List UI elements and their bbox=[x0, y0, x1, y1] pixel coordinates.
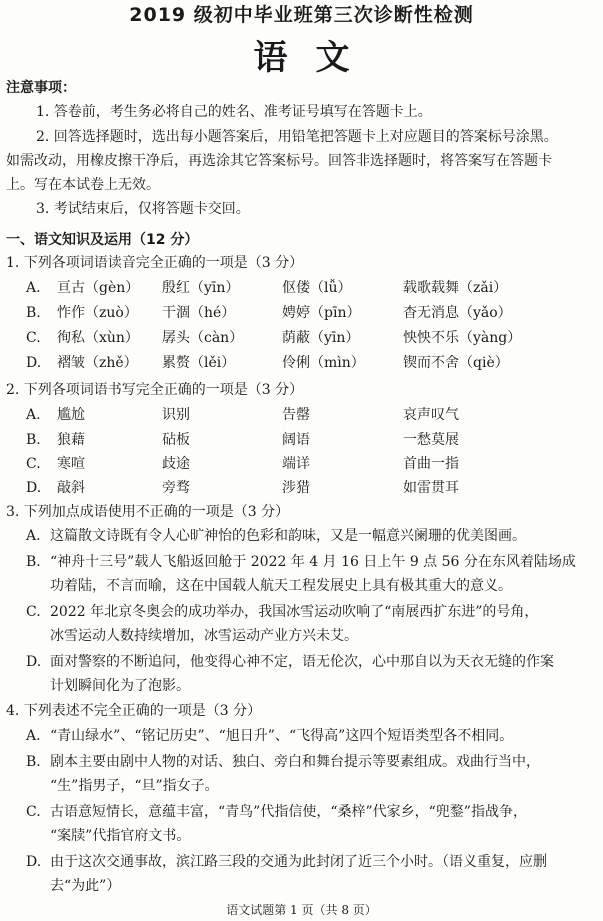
option-cell: 载歌载舞（zǎi） bbox=[403, 280, 508, 296]
option-cell: 识别 bbox=[162, 407, 190, 423]
notice-heading: 注意事项： bbox=[6, 80, 76, 96]
option-text: “生”指男子，“旦”指女子。 bbox=[50, 778, 219, 794]
option-letter: C. bbox=[26, 330, 41, 346]
option-cell: 尴尬 bbox=[57, 407, 85, 423]
option-cell: 褶皱（zhě） bbox=[57, 355, 138, 371]
option-cell: 哀声叹气 bbox=[403, 407, 459, 423]
option-letter: C. bbox=[26, 456, 41, 472]
option-cell: 娉婷（pīn） bbox=[282, 305, 361, 321]
option-cell: 伛偻（lǚ） bbox=[282, 280, 352, 296]
option-text: 计划瞬间化为了泡影。 bbox=[50, 678, 190, 694]
option-cell: 狼藉 bbox=[57, 432, 85, 448]
option-letter: A. bbox=[26, 407, 41, 423]
option-text: “案牍”代指官府文书。 bbox=[50, 828, 191, 844]
option-letter: D. bbox=[26, 854, 42, 870]
option-cell: 一愁莫展 bbox=[403, 432, 459, 448]
option-text: 面对警察的不断追问，他变得心神不定，语无伦次，心中那自以为天衣无缝的作案 bbox=[50, 654, 554, 670]
option-cell: 首曲一指 bbox=[403, 456, 459, 472]
question-1-stem: 1. 下列各项词语读音完全正确的一项是（3 分） bbox=[6, 255, 304, 271]
option-text: 这篇散文诗既有令人心旷神怡的色彩和韵味，又是一幅意兴阑珊的优美图画。 bbox=[50, 528, 526, 544]
notice-item-2-line-2: 如需改动，用橡皮擦干净后，再选涂其它答案标号。回答非选择题时，将答案写在答题卡 bbox=[6, 153, 552, 169]
option-cell: 孱头（càn） bbox=[162, 330, 244, 346]
option-cell: 砧板 bbox=[162, 432, 190, 448]
option-cell: 如雷贯耳 bbox=[403, 480, 459, 496]
notice-item-2-line-3: 上。写在本试卷上无效。 bbox=[6, 177, 160, 193]
option-text: “神舟十三号”载人飞船返回舱于 2022 年 4 月 16 日上午 9 点 56 分在东风着陆场成 bbox=[50, 554, 576, 570]
option-letter: C. bbox=[26, 804, 41, 820]
page-footer: 语文试题第 1 页（共 8 页） bbox=[226, 903, 377, 917]
option-text: “青山绿水”、“铭记历史”、“旭日升”、“飞得高”这四个短语类型各不相同。 bbox=[50, 728, 514, 744]
option-cell: 旁骛 bbox=[162, 480, 190, 496]
option-cell: 阔语 bbox=[282, 432, 310, 448]
option-text: 由于这次交通事故，滨江路三段的交通为此封闭了近三个小时。（语义重复，应删 bbox=[50, 854, 547, 870]
option-cell: 敲斜 bbox=[57, 480, 85, 496]
option-cell: 歧途 bbox=[162, 456, 190, 472]
option-letter: D. bbox=[26, 654, 42, 670]
notice-item-2-line-1: 2. 回答选择题时，选出每小题答案后，用铅笔把答题卡上对应题目的答案标号涂黑。 bbox=[36, 129, 558, 145]
option-text: 古语意短情长，意蕴丰富，“青鸟”代指信使，“桑梓”代家乡，“兜鍪”指战争， bbox=[50, 804, 527, 820]
option-letter: D. bbox=[26, 355, 42, 371]
option-letter: C. bbox=[26, 604, 41, 620]
option-cell: 伶俐（mìn） bbox=[282, 355, 365, 371]
option-letter: B. bbox=[26, 432, 41, 448]
option-letter: B. bbox=[26, 554, 41, 570]
option-cell: 殷红（yīn） bbox=[162, 280, 240, 296]
question-2-stem: 2. 下列各项词语书写完全正确的一项是（3 分） bbox=[6, 382, 304, 398]
subject-title: 语文 bbox=[253, 38, 378, 78]
question-4-stem: 4. 下列表述不完全正确的一项是（3 分） bbox=[6, 703, 262, 719]
option-letter: D. bbox=[26, 480, 42, 496]
option-text: 去“为此”） bbox=[50, 878, 121, 894]
notice-item-3: 3. 考试结束后，仅将答题卡交回。 bbox=[36, 201, 250, 217]
option-letter: A. bbox=[26, 280, 41, 296]
exam-title: 2019 级初中毕业班第三次诊断性检测 bbox=[129, 4, 474, 26]
option-text: 2022 年北京冬奥会的成功举办，我国冰雪运动吹响了“南展西扩东进”的号角， bbox=[50, 604, 539, 620]
option-cell: 怏怏不乐（yàng） bbox=[403, 330, 522, 346]
option-letter: B. bbox=[26, 754, 41, 770]
notice-item-1: 1. 答卷前，考生务必将自己的姓名、准考证号填写在答题卡上。 bbox=[36, 104, 432, 120]
option-cell: 杳无消息（yǎo） bbox=[403, 305, 512, 321]
option-letter: B. bbox=[26, 305, 41, 321]
option-letter: A. bbox=[26, 728, 41, 744]
section-heading: 一、语文知识及运用（12 分） bbox=[6, 232, 199, 248]
option-cell: 锲而不舍（qiè） bbox=[403, 355, 509, 371]
option-cell: 寒喧 bbox=[57, 456, 85, 472]
option-text: 功着陆，不言而喻，这在中国载人航天工程发展史上具有极其重大的意义。 bbox=[50, 578, 512, 594]
option-cell: 端详 bbox=[282, 456, 310, 472]
option-cell: 怍作（zuò） bbox=[57, 305, 138, 321]
option-cell: 涉猎 bbox=[282, 480, 310, 496]
option-text: 冰雪运动人数持续增加，冰雪运动产业方兴未艾。 bbox=[50, 628, 358, 644]
option-text: 剧本主要由剧中人物的对话、独白、旁白和舞台提示等要素组成。戏曲行当中， bbox=[50, 754, 540, 770]
question-3-stem: 3. 下列加点成语使用不正确的一项是（3 分） bbox=[6, 504, 290, 520]
option-cell: 告罄 bbox=[282, 407, 310, 423]
option-cell: 荫蔽（yīn） bbox=[282, 330, 360, 346]
option-letter: A. bbox=[26, 528, 41, 544]
option-cell: 干涸（hé） bbox=[162, 305, 236, 321]
option-cell: 亘古（gèn） bbox=[57, 280, 140, 296]
option-cell: 累赘（lěi） bbox=[162, 355, 236, 371]
option-cell: 徇私（xùn） bbox=[57, 330, 139, 346]
